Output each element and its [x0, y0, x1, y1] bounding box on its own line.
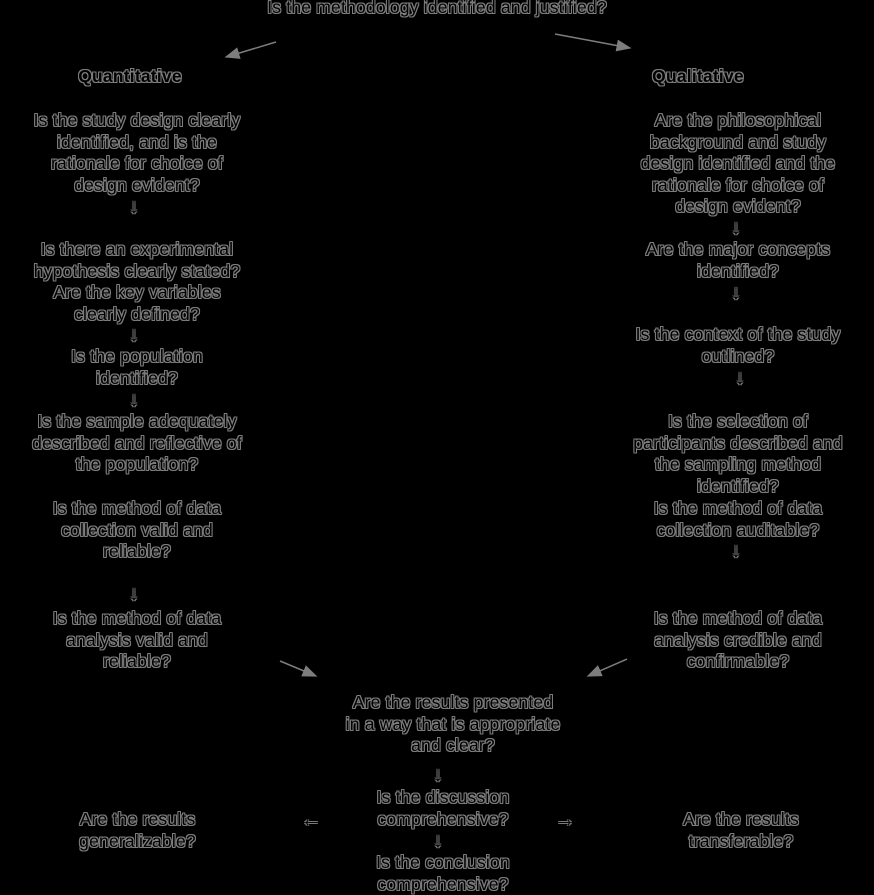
quant-step-study-design: Is the study design clearly identified, and is the rationale for choice of design evident? [33, 110, 241, 195]
qual-down-arrow-3: ↓ [735, 367, 745, 389]
qual-step-data-analysis: Is the method of data analysis credible and confirmable? [653, 608, 823, 671]
shared-down-arrow-1: ↓ [433, 764, 443, 786]
qual-step-data-collection: Is the method of data collection auditable? [653, 498, 823, 540]
qual-step-major-concepts: Are the major concepts identified? [645, 239, 831, 281]
qualitative-heading: Qualitative [652, 66, 744, 86]
quant-down-arrow-4: ↓ [129, 583, 139, 605]
qual-step-philosophical-background: Are the philosophical background and study design identified and the rationale for choice of design evident? [640, 110, 836, 216]
qual-down-arrow-4: ↓ [731, 540, 741, 562]
shared-discussion: Is the discussion comprehensive? [376, 787, 510, 829]
arrow-top-to-qualitative [555, 34, 630, 48]
quant-step-hypothesis: Is there an experimental hypothesis clearly stated? Are the key variables clearly defined? [33, 239, 241, 324]
outcome-transferable: Are the results transferable? [683, 809, 799, 851]
quant-step-data-analysis: Is the method of data analysis valid and reliable? [52, 608, 222, 671]
arrow-quant-to-results [280, 661, 316, 676]
top-question: Is the methodology identified and justified? [267, 0, 607, 17]
shared-conclusion: Is the conclusion comprehensive? [376, 852, 510, 894]
quantitative-heading: Quantitative [78, 66, 182, 86]
quant-down-arrow-3: ↓ [129, 389, 139, 411]
qual-step-participant-selection: Is the selection of participants described and the sampling method identified? [633, 411, 843, 496]
qual-step-context: Is the context of the study outlined? [635, 324, 841, 366]
shared-results-presented: Are the results presented in a way that is appropriate and clear? [345, 692, 561, 755]
qual-down-arrow-2: ↓ [731, 282, 741, 304]
quant-step-data-collection: Is the method of data collection valid and reliable? [52, 498, 222, 561]
shared-down-arrow-2: ↓ [433, 830, 443, 852]
quant-step-population: Is the population identified? [71, 346, 203, 388]
quant-down-arrow-2: ↓ [129, 324, 139, 346]
qual-down-arrow-1: ↓ [731, 217, 741, 239]
discussion-right-arrow: → [555, 809, 575, 831]
quant-step-sample: Is the sample adequately described and reflective of the population? [32, 411, 242, 474]
quant-down-arrow-1: ↓ [129, 196, 139, 218]
arrow-top-to-quantitative [226, 42, 276, 57]
discussion-left-arrow: ← [301, 809, 321, 831]
outcome-generalizable: Are the results generalizable? [79, 809, 196, 851]
